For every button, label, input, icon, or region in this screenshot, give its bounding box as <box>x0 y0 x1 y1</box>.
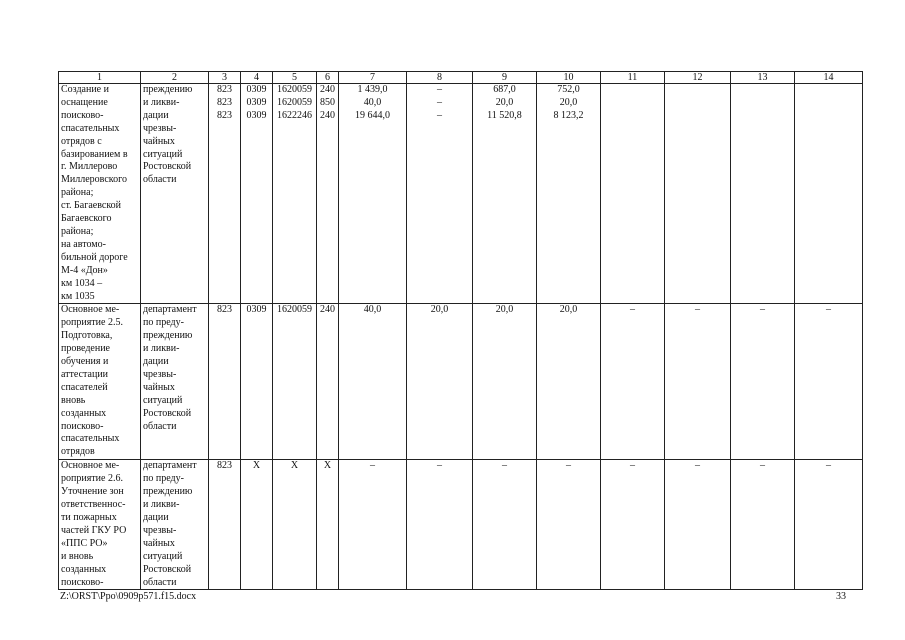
grbs-cell: 823 <box>209 460 241 590</box>
header-cell: 8 <box>407 72 473 84</box>
year-cell: 20,0 <box>537 304 601 460</box>
grbs-cell: 823 <box>209 304 241 460</box>
total-cell: 40,0 <box>339 304 407 460</box>
year-cell: – <box>795 304 863 460</box>
table-row <box>59 84 863 304</box>
vr-cell: 240 850 240 <box>317 84 339 304</box>
measure-name-cell: Основное ме- роприятие 2.6. Уточнение зон ответственнос- ти пожарных частей ГКУ РО «ППС РО» и вновь созданных поисково- <box>59 460 141 590</box>
year-cell <box>665 84 731 304</box>
page-number: 33 <box>836 591 846 602</box>
header-cell: 13 <box>731 72 795 84</box>
csr-cell: Х <box>273 460 317 590</box>
year-cell: – – – <box>407 84 473 304</box>
year-cell: – <box>795 460 863 590</box>
year-cell: – <box>473 460 537 590</box>
grbs-cell: 823 823 823 <box>209 84 241 304</box>
table-row <box>59 460 863 590</box>
table-row <box>59 304 863 460</box>
year-cell: – <box>731 460 795 590</box>
year-cell: – <box>665 460 731 590</box>
vr-cell: Х <box>317 460 339 590</box>
year-cell: 687,0 20,0 11 520,8 <box>473 84 537 304</box>
header-cell: 6 <box>317 72 339 84</box>
header-cell: 7 <box>339 72 407 84</box>
executor-cell: департамент по преду- преждению и ликви- дации чрезвы- чайных ситуаций Ростовской области <box>141 460 209 590</box>
executor-cell: преждению и ликви- дации чрезвы- чайных ситуаций Ростовской области <box>141 84 209 304</box>
total-cell: 1 439,0 40,0 19 644,0 <box>339 84 407 304</box>
year-cell: – <box>665 304 731 460</box>
year-cell <box>731 84 795 304</box>
header-cell: 12 <box>665 72 731 84</box>
header-cell: 9 <box>473 72 537 84</box>
year-cell: – <box>407 460 473 590</box>
header-cell: 3 <box>209 72 241 84</box>
year-cell: – <box>601 304 665 460</box>
rzpr-cell: 0309 <box>241 304 273 460</box>
year-cell <box>601 84 665 304</box>
header-cell: 4 <box>241 72 273 84</box>
csr-cell: 1620059 <box>273 304 317 460</box>
total-cell: – <box>339 460 407 590</box>
rzpr-cell: 0309 0309 0309 <box>241 84 273 304</box>
header-cell: 5 <box>273 72 317 84</box>
measure-name-cell: Создание и оснащение поисково- спасательных отрядов с базированием в г. Миллерово Миллеровского района; ст. Багаевской Багаевского района; на автомо- бильной дороге М-4 «Дон» км 1034 – км 1035 <box>59 84 141 304</box>
year-cell <box>795 84 863 304</box>
year-cell: – <box>731 304 795 460</box>
vr-cell: 240 <box>317 304 339 460</box>
year-cell: – <box>537 460 601 590</box>
header-cell: 1 <box>59 72 141 84</box>
header-cell: 14 <box>795 72 863 84</box>
executor-cell: департамент по преду- преждению и ликви- дации чрезвы- чайных ситуаций Ростовской области <box>141 304 209 460</box>
measure-name-cell: Основное ме- роприятие 2.5. Подготовка, проведение обучения и аттестации спасателей вновь созданных поисково- спасательных отрядов <box>59 304 141 460</box>
budget-table <box>58 71 863 590</box>
year-cell: 752,0 20,0 8 123,2 <box>537 84 601 304</box>
header-cell: 11 <box>601 72 665 84</box>
header-cell: 10 <box>537 72 601 84</box>
year-cell: 20,0 <box>407 304 473 460</box>
csr-cell: 1620059 1620059 1622246 <box>273 84 317 304</box>
footer-file-path: Z:\ORST\Ppo\0909p571.f15.docx <box>60 591 197 602</box>
header-cell: 2 <box>141 72 209 84</box>
year-cell: – <box>601 460 665 590</box>
rzpr-cell: Х <box>241 460 273 590</box>
year-cell: 20,0 <box>473 304 537 460</box>
table-header-row <box>59 72 863 84</box>
